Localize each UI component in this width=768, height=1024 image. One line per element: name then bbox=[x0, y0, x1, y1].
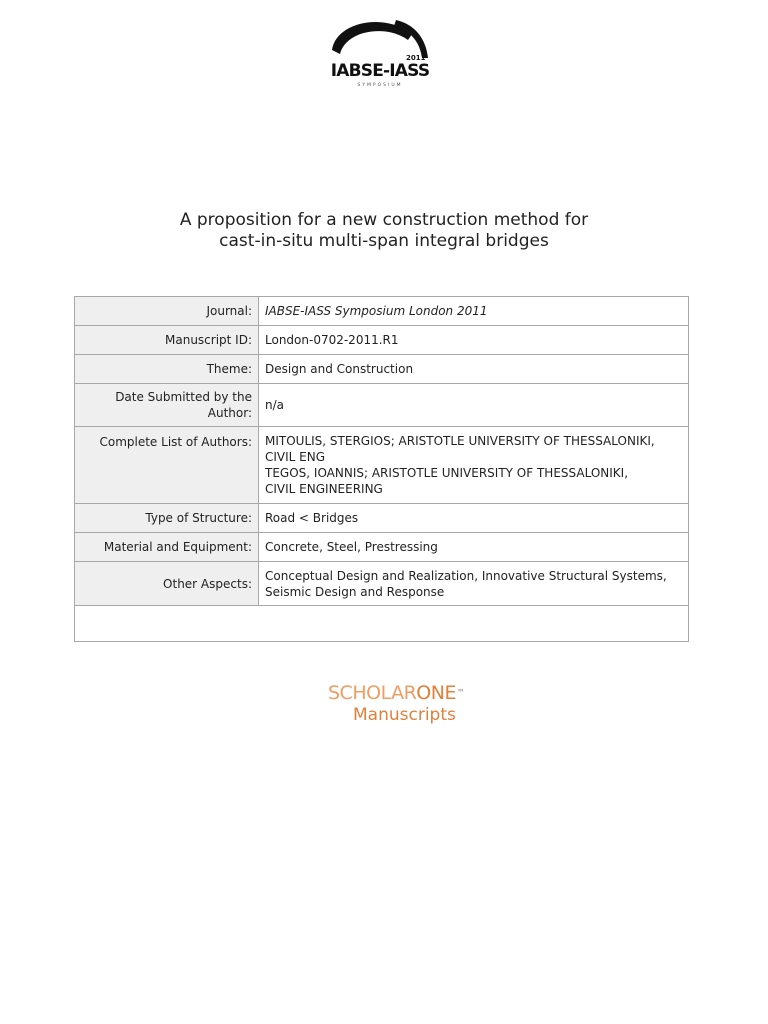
structure-type-value: Road < Bridges bbox=[259, 504, 689, 533]
svg-text:SYMPOSIUM: SYMPOSIUM bbox=[357, 83, 403, 88]
row-journal bbox=[75, 297, 689, 326]
svg-text:2011: 2011 bbox=[406, 54, 426, 62]
paper-title bbox=[0, 210, 768, 252]
one-text: ONE bbox=[416, 682, 456, 704]
manuscript-id-label: Manuscript ID: bbox=[75, 326, 259, 355]
manuscript-id-value: London-0702-2011.R1 bbox=[259, 326, 689, 355]
arch-emblem bbox=[326, 14, 436, 94]
row-material bbox=[75, 533, 689, 562]
other-aspects-label: Other Aspects: bbox=[75, 562, 259, 606]
title-line-1: A proposition for a new construction method for bbox=[179, 210, 589, 230]
authors-value bbox=[259, 427, 689, 504]
empty-cell bbox=[75, 606, 689, 642]
svg-text:IABSE-IASS: IABSE-IASS bbox=[330, 61, 430, 81]
date-submitted-label bbox=[75, 384, 259, 427]
journal-label: Journal: bbox=[75, 297, 259, 326]
material-label: Material and Equipment: bbox=[75, 533, 259, 562]
theme-value: Design and Construction bbox=[259, 355, 689, 384]
row-authors bbox=[75, 427, 689, 504]
author-line: MITOULIS, STERGIOS; ARISTOTLE UNIVERSITY OF THESSALONIKI, bbox=[265, 434, 655, 448]
manuscripts-text: Manuscripts bbox=[353, 705, 456, 725]
authors-label: Complete List of Authors: bbox=[75, 427, 259, 504]
author-line: CIVIL ENGINEERING bbox=[265, 482, 383, 496]
date-label-line-1: Date Submitted by the bbox=[115, 390, 252, 404]
material-value: Concrete, Steel, Prestressing bbox=[259, 533, 689, 562]
iabse-iass-logo bbox=[326, 14, 436, 94]
journal-value: IABSE-IASS Symposium London 2011 bbox=[259, 297, 689, 326]
title-line-2: cast-in-situ multi-span integral bridges bbox=[219, 231, 549, 251]
row-theme bbox=[75, 355, 689, 384]
other-aspects-value bbox=[259, 562, 689, 606]
trademark-symbol: ™ bbox=[456, 688, 465, 697]
author-line: CIVIL ENG bbox=[265, 450, 326, 464]
author-line: TEGOS, IOANNIS; ARISTOTLE UNIVERSITY OF THESSALONIKI, bbox=[265, 466, 629, 480]
date-submitted-value: n/a bbox=[259, 384, 689, 427]
scholarone-logo bbox=[328, 682, 478, 726]
manuscript-info-table bbox=[74, 296, 689, 642]
row-manuscript-id bbox=[75, 326, 689, 355]
scholarone-wordmark bbox=[328, 682, 478, 704]
date-label-line-2: Author: bbox=[207, 406, 252, 420]
row-structure-type bbox=[75, 504, 689, 533]
row-date-submitted bbox=[75, 384, 689, 427]
theme-label: Theme: bbox=[75, 355, 259, 384]
other-aspects-line: Conceptual Design and Realization, Innovative Structural Systems, bbox=[265, 568, 667, 583]
other-aspects-line: Seismic Design and Response bbox=[265, 584, 445, 599]
row-other-aspects bbox=[75, 562, 689, 606]
row-empty bbox=[75, 606, 689, 642]
scholar-text: SCHOLAR bbox=[328, 682, 417, 704]
structure-type-label: Type of Structure: bbox=[75, 504, 259, 533]
